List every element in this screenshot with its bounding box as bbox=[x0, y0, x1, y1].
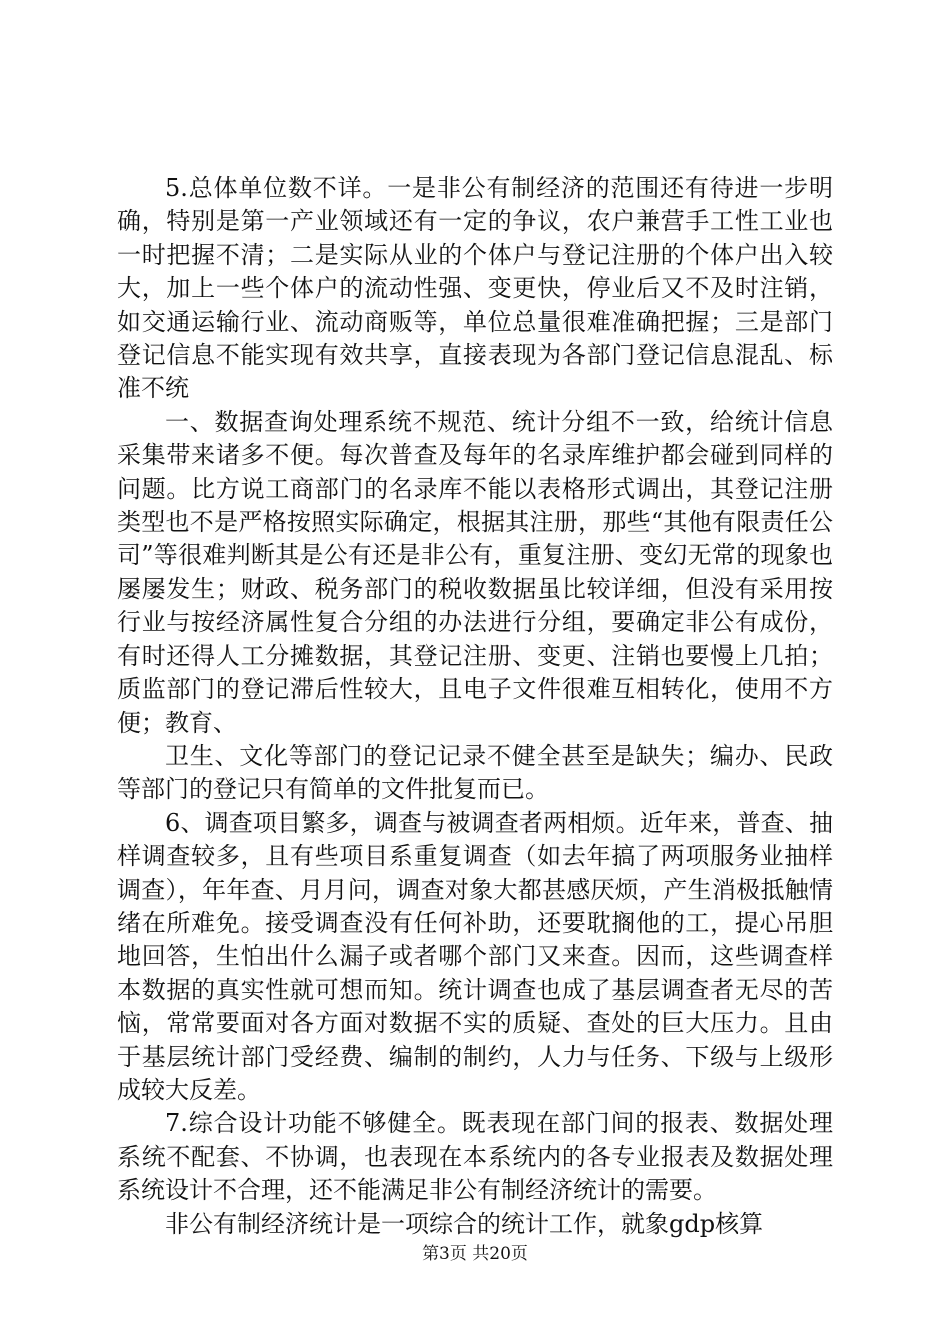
paragraph-survey-items: 6、调查项目繁多，调查与被调查者两相烦。近年来，普查、抽样调查较多，且有些项目系重复调查（如去年搞了两项服务业抽样调查），年年查、月月问，调查对象大都甚感厌烦，产生消极抵触情绪在所难免。接受调查没有任何补助，还要耽搁他的工，提心吊胆地回答，生怕出什么漏子或者哪个部门又来查。因而，这些调查样本数据的真实性就可想而知。统计调查也成了基层调查者无尽的苦恼，常常要面对各方面对数据不实的质疑、查处的巨大压力。且由于基层统计部门受经费、编制的制约，人力与任务、下级与上级形成较大反差。 bbox=[117, 808, 833, 1104]
paragraph-total-units: 5.总体单位数不详。一是非公有制经济的范围还有待进一步明确，特别是第一产业领域还有一定的争议，农户兼营手工性工业也一时把握不清；二是实际从业的个体户与登记注册的个体户出入较大，加上一些个体户的流动性强、变更快，停业后又不及时注销，如交通运输行业、流动商贩等，单位总量很难准确把握；三是部门登记信息不能实现有效共享，直接表现为各部门登记信息混乱、标准不统 bbox=[117, 174, 833, 403]
paragraph-data-query-system: 一、数据查询处理系统不规范、统计分组不一致，给统计信息采集带来诸多不便。每次普查及每年的名录库维护都会碰到同样的问题。比方说工商部门的名录库不能以表格形式调出，其登记注册类型也不是严格按照实际确定，根据其注册，那些“其他有限责任公司”等很难判断其是公有还是非公有，重复注册、变幻无常的现象也屡屡发生；财政、税务部门的税收数据虽比较详细，但没有采用按行业与按经济属性复合分组的办法进行分组，要确定非公有成份，有时还得人工分摊数据，其登记注册、变更、注销也要慢上几拍；质监部门的登记滞后性较大，且电子文件很难互相转化，使用不方便；教育、 bbox=[117, 407, 833, 737]
page-number-footer: 第3页 共20页 bbox=[422, 1244, 528, 1264]
paragraph-registration-records: 卫生、文化等部门的登记记录不健全甚至是缺失；编办、民政等部门的登记只有简单的文件批复而已。 bbox=[117, 741, 833, 804]
paragraph-gdp-accounting: 非公有制经济统计是一项综合的统计工作，就象gdp核算 bbox=[165, 1209, 764, 1238]
paragraph-design-function: 7.综合设计功能不够健全。既表现在部门间的报表、数据处理系统不配套、不协调，也表现在本系统内的各专业报表及数据处理系统设计不合理，还不能满足非公有制经济统计的需要。 bbox=[117, 1109, 833, 1205]
document-body bbox=[117, 172, 833, 1241]
